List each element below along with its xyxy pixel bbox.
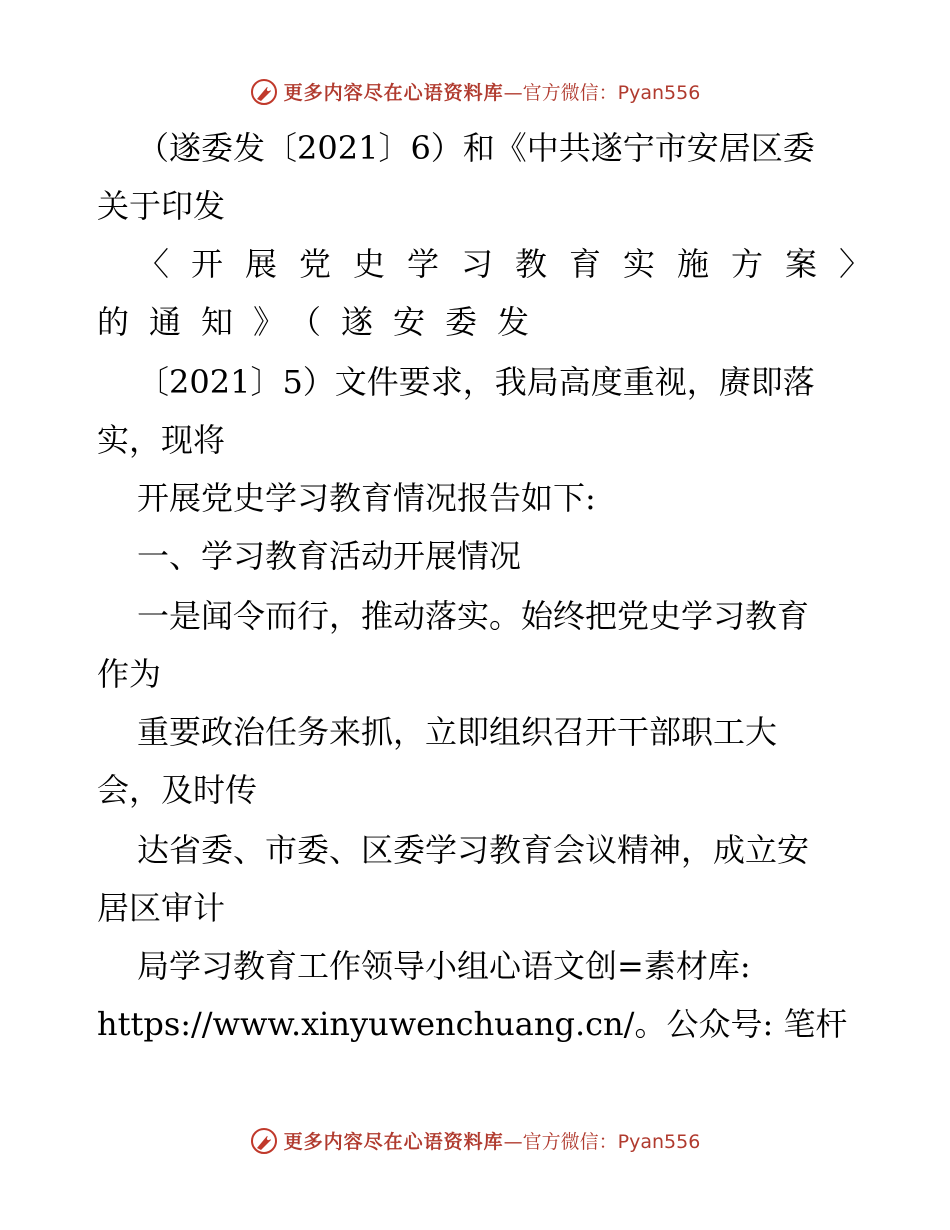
text-line-1-content: （遂委发〔2021〕6）和《中共遂宁市安居区委 (137, 129, 815, 167)
text-line-3: 〈开展党史学习教育实施方案〉 (137, 245, 894, 283)
text-line-1 (137, 128, 832, 168)
text-line-13: 达省委、市委、区委学习教育会议精神，成立安 (137, 831, 810, 869)
text-line-15: 局学习教育工作领导小组心语文创=素材库: (137, 947, 751, 985)
text-line-12: 会，及时传 (97, 771, 258, 809)
text-line-2: 关于印发 (97, 187, 226, 225)
header-watermark (0, 78, 950, 106)
watermark-contact: 官方微信：Pyan556 (522, 82, 701, 104)
text-line-10: 作为 (97, 655, 162, 693)
footer-watermark (0, 1127, 950, 1155)
text-line-11: 重要政治任务来抓，立即组织召开干部职工大 (137, 713, 778, 751)
watermark-contact: 官方微信：Pyan556 (522, 1131, 701, 1153)
text-line-4: 的通知》（遂安委发 (97, 303, 550, 341)
text-line-16: https://www.xinyuwenchuang.cn/。公众号: 笔杆 (97, 1005, 848, 1043)
text-line-8: 一、学习教育活动开展情况 (137, 537, 522, 575)
text-line-9: 一是闻令而行，推动落实。始终把党史学习教育 (137, 597, 810, 635)
watermark-brand: 更多内容尽在心语资料库 (283, 1131, 504, 1153)
text-line-7: 开展党史学习教育情况报告如下: (137, 479, 596, 517)
watermark-separator: — (503, 82, 523, 104)
text-line-6: 实，现将 (97, 421, 226, 459)
watermark-brand: 更多内容尽在心语资料库 (283, 82, 504, 104)
text-line-14: 居区审计 (97, 889, 226, 927)
pen-nib-logo-icon (250, 78, 278, 106)
pen-nib-logo-icon (250, 1127, 278, 1155)
watermark-separator: — (503, 1131, 523, 1153)
text-line-5: 〔2021〕5）文件要求，我局高度重视，赓即落 (137, 363, 815, 401)
